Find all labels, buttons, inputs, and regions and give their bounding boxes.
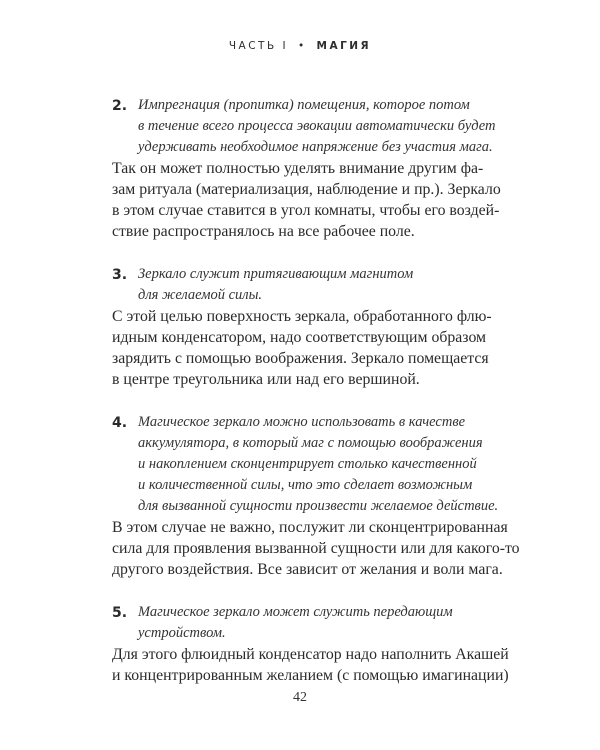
statement-line: устройством. (138, 625, 226, 641)
item-number: 3. (112, 267, 128, 283)
item-number: 5. (112, 605, 128, 621)
item-heading (112, 264, 488, 306)
statement-line: Магическое зеркало можно использовать в качестве (138, 414, 466, 430)
paragraph-line: Так он может полностью уделять внимание другим фа- (112, 160, 484, 177)
statement-line: Импрегнация (пропитка) помещения, которое потом (138, 97, 470, 113)
statement-line: и количественной силы, что это сделает возможным (138, 477, 473, 493)
statement-line: Зеркало служит притягивающим магнитом (138, 266, 414, 282)
page-number: 42 (293, 690, 307, 705)
paragraph-line: Для этого флюидный конденсатор надо наполнить Акашей (112, 646, 509, 663)
item-statement (138, 412, 498, 517)
item-heading (112, 412, 499, 517)
statement-line: Магическое зеркало может служить передающим (138, 604, 453, 620)
running-header (0, 40, 600, 52)
item-statement (138, 602, 488, 644)
statement-line: и накоплением сконцентрирует столько качественной (138, 456, 477, 472)
item-heading (112, 95, 496, 158)
item-number: 2. (112, 98, 128, 114)
item-heading (112, 602, 488, 644)
paragraph-line: ствие распространялось на все рабочее поле. (112, 223, 415, 240)
list-item (112, 95, 501, 242)
item-number: 4. (112, 415, 128, 431)
paragraph-line: в этом случае ставится в угол комнаты, чтобы его воздей- (112, 202, 500, 219)
list-item (112, 264, 492, 390)
list-item (112, 602, 509, 686)
statement-line: аккумулятора, в который маг с помощью воображения (138, 435, 483, 451)
list-item (112, 412, 520, 580)
header-title: МАГИЯ (316, 40, 372, 52)
header-separator: • (297, 40, 307, 52)
paragraph-line: В этом случае не важно, послужит ли сконцентрированная (112, 519, 508, 536)
statement-line: удерживать необходимое напряжение без участия мага. (138, 139, 493, 155)
paragraph-line: в центре треугольника или над его вершиной. (112, 371, 420, 388)
paragraph-line: С этой целью поверхность зеркала, обработанного флю- (112, 308, 492, 325)
paragraph-line: другого воздействия. Все зависит от желания и воли мага. (112, 561, 503, 578)
item-statement (138, 95, 496, 158)
statement-line: для вызванной сущности произвести желаемое действие. (138, 498, 499, 514)
statement-line: для желаемой силы. (138, 287, 263, 303)
page-body (112, 95, 520, 708)
paragraph-line: и концентрированным желанием (с помощью имагинации) (112, 667, 509, 684)
statement-line: в течение всего процесса эвокации автоматически будет (138, 118, 496, 134)
paragraph-line: идным конденсатором, надо соответствующим образом (112, 329, 487, 346)
paragraph-line: зарядить с помощью воображения. Зеркало помещается (112, 350, 489, 367)
header-part: ЧАСТЬ I (228, 40, 289, 52)
paragraph-line: сила для проявления вызванной сущности или для какого-то (112, 540, 520, 557)
item-statement (138, 264, 488, 306)
paragraph-line: зам ритуала (материализация, наблюдение и пр.). Зеркало (112, 181, 501, 198)
